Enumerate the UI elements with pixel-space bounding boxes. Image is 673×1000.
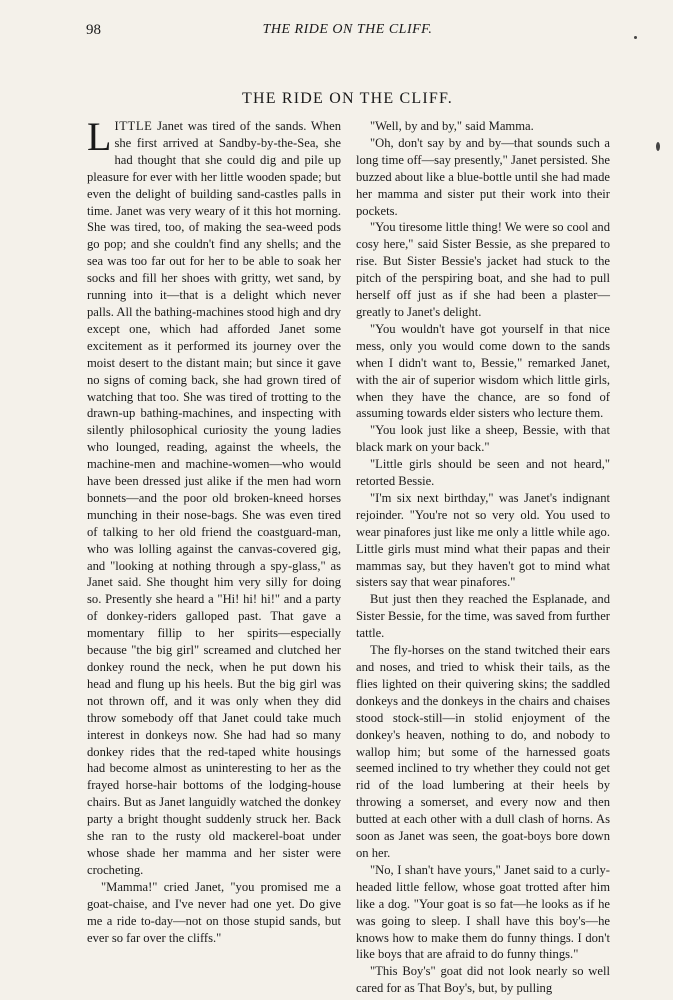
drop-cap: L: [87, 114, 112, 159]
paragraph: "You look just like a sheep, Bessie, with that black mark on your back.": [356, 423, 610, 455]
paragraph: [87, 114, 341, 879]
paragraph: "I'm six next birthday," was Janet's indignant rejoinder. "You're not so very old. You used to wear pinafores just like me only a little while ago. Little girls must mind what their papas and their mammas say, but they haven't got to mind what sisters say that wear pinafores.": [356, 490, 610, 590]
left-column: [87, 114, 341, 946]
article-title: THE RIDE ON THE CLIFF.: [241, 90, 454, 107]
paragraph: "You tiresome little thing! We were so cool and cosy here," said Sister Bessie, as she prepared to rise. But Sister Bessie's jacket had stuck to the pitch of the perspiring boat, and she had to pull herself off just as if she had been a plaster—greatly to Janet's delight.: [356, 220, 610, 319]
print-speck: [656, 142, 660, 151]
paragraph: The fly-horses on the stand twitched their ears and noses, and tried to whisk their tails, as the flies lighted on their quivering skins; the saddled donkeys and the donkeys in the chairs and chaises stood stock-still—in stolid enjoyment of the donkey's heaven, nothing to do, and nobody to wallop him; but some of the harnessed goats seemed inclined to try whether they could not get rid of the load lumbering at their heels by throwing a somerset, and every now and then butted at each other with a dull clash of horns. As soon as Janet was seen, the goat-boys bore down on her.: [356, 643, 610, 860]
paragraph: "Little girls should be seen and not heard," retorted Bessie.: [356, 457, 610, 489]
right-column: [356, 118, 610, 997]
page-number: 98: [86, 22, 101, 38]
paragraph: "You wouldn't have got yourself in that nice mess, only you would come down to the sands when I didn't want to, Bessie," remarked Janet, with the air of superior wisdom which little girls, when they have the chance, are so fond of assuming towards elder sisters who lecture them.: [356, 321, 610, 421]
paragraph: "Well, by and by," said Mamma.: [370, 119, 534, 133]
running-title: THE RIDE ON THE CLIFF.: [262, 22, 433, 37]
opening-word: ITTLE: [114, 119, 153, 133]
paragraph: "No, I shan't have yours," Janet said to a curly-headed little fellow, whose goat trotted after him like a dog. "Your goat is so fat—he looks as if he was going to sleep. I shall have this boy's—he knows how to make them do funny things. I don't like boys that are afraid to do funny things.": [356, 862, 610, 962]
paragraph-text: Janet was tired of the sands. When she first arrived at Sandby-by-the-Sea, she had thought that she could dig and pile up pleasure for ever with her little wooden spade; but even the delight of building sand-castles palls in time. Janet was very weary of it this hot morning. She was tired, too, of making the sea-weed pods go pop; and she couldn't find any shells; and the sea was too far out for her to be able to soak her socks and fill her shoes with gritty, wet sand, by running into it—that is a delight which never palls. All the bathing-machines stood high and dry except one, which had afforded Janet some excitement as it performed its journey over the moist desert to the distant main; but since it gave no signs of coming back, she had grown tired of watching that too. She was tired of trotting to the drawn-up bathing-machines, and inspecting with silently philosophical curiosity the young ladies who lounged, reading, against the wheels, the machine-men and machine-women—who would have been dressed just alike if the men had worn bonnets—and the poor old broken-kneed horses munching in their nose-bags. She was even tired of talking to her old friend the coastguard-man, who was lolling against the canvas-covered gig, and "looking at nothing through a spy-glass," as Janet said. She thought him very silly for doing so. Presently she heard a "Hi! hi! hi!" and a party of donkey-riders galloped past. That gave a momentary fillip to her spirits—especially because "the big girl" screamed and clutched her donkey round the neck, when he put down his head and flung up his heels. But the big girl was not thrown off, and it was only when they did throw somebody off that Janet could take much interest in donkeys now. She had had so many donkey rides that the red-taped white housings had become almost as uninteresting to her as the frayed horse-hair bottoms of the lodging-house chairs. But as Janet languidly watched the donkey party a bright thought suddenly struck her. Back she ran to the rusty old mackerel-boat under whose shade her mamma and her sister were crocheting.: [87, 119, 341, 877]
paragraph: "Oh, don't say by and by—that sounds such a long time off—say presently," Janet persisted. She buzzed about like a blue-bottle until she had made her mamma and sister put their work into their pockets.: [356, 135, 610, 218]
running-head: [86, 22, 609, 42]
paragraph: But just then they reached the Esplanade, and Sister Bessie, for the time, was saved from further tattle.: [356, 592, 610, 641]
paragraph: "This Boy's" goat did not look nearly so well cared for as That Boy's, but, by pulling: [356, 964, 610, 996]
print-speck: [634, 36, 637, 39]
paragraph: "Mamma!" cried Janet, "you promised me a goat-chaise, and I've never had one yet. Do give me a ride to-day—not on those stupid sands, but ever so far over the cliffs.": [87, 879, 341, 945]
